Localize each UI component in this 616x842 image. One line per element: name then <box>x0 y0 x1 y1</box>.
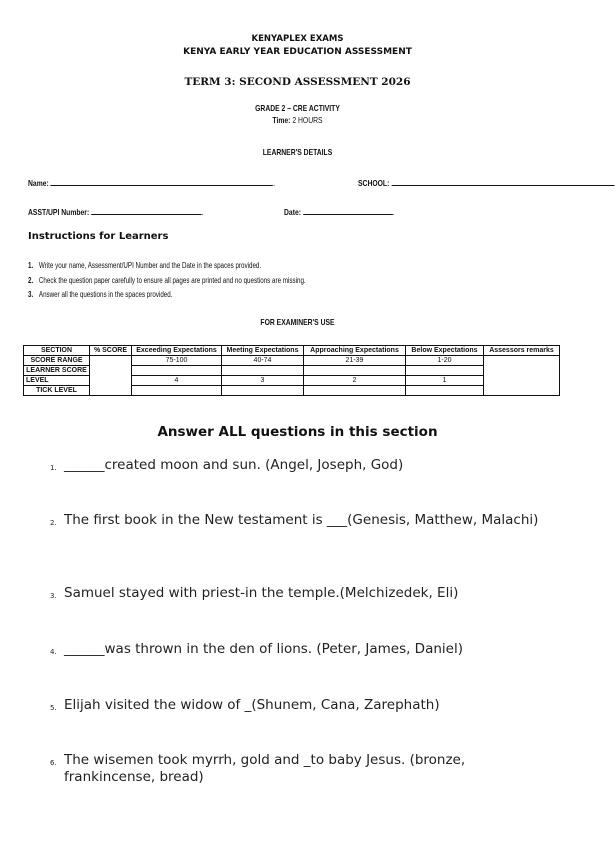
assessors-remarks-cell[interactable] <box>484 356 560 396</box>
table-header-cell: Below Expectations <box>406 346 484 356</box>
table-cell: 21-39 <box>304 356 406 366</box>
table-cell[interactable] <box>406 366 484 376</box>
term-title: TERM 3: SECOND ASSESSMENT 2026 <box>184 76 411 88</box>
date-input-line[interactable] <box>303 205 393 215</box>
upi-label: ASST/UPI Number: <box>28 207 90 217</box>
name-input-line[interactable] <box>51 176 273 186</box>
table-cell: 40-74 <box>222 356 304 366</box>
question-item: 3. Samuel stayed with priest-in the temple.(Melchizedek, Eli) <box>50 585 459 601</box>
learner-details-heading: LEARNER'S DETAILS <box>262 147 333 157</box>
table-cell: 4 <box>132 376 222 386</box>
examiner-score-table <box>23 345 560 396</box>
question-item: 2. The first book in the New testament is ___(Genesis, Matthew, Malachi) <box>50 512 539 528</box>
table-header-cell: Exceeding Expectations <box>132 346 222 356</box>
school-input-line[interactable] <box>391 176 613 186</box>
table-cell: 1-20 <box>406 356 484 366</box>
school-field-row: SCHOOL: . <box>358 178 616 188</box>
table-cell: 3 <box>222 376 304 386</box>
exam-org: KENYAPLEX EXAMS <box>251 34 344 44</box>
table-header-cell: Meeting Expectations <box>222 346 304 356</box>
name-label: Name: <box>28 178 49 188</box>
percent-score-cell[interactable] <box>90 356 132 396</box>
instruction-item: 1. Write your name, Assessment/UPI Number and the Date in the spaces provided. <box>28 261 262 270</box>
table-cell[interactable] <box>406 386 484 396</box>
time-value: 2 HOURS <box>292 115 323 125</box>
row-label: LEARNER SCORE <box>24 366 90 376</box>
section-title: Answer ALL questions in this section <box>157 424 438 440</box>
upi-input-line[interactable] <box>91 205 201 215</box>
time-label: Time: <box>272 115 291 125</box>
row-label: TICK LEVEL <box>24 386 90 396</box>
question-item: 1. ______created moon and sun. (Angel, Joseph, God) <box>50 457 404 473</box>
table-cell[interactable] <box>132 386 222 396</box>
grade-title: GRADE 2 – CRE ACTIVITY <box>255 103 340 113</box>
table-header-cell: Assessors remarks <box>484 346 560 356</box>
date-label: Date: <box>284 207 302 217</box>
table-header-cell: Approaching Expectations <box>304 346 406 356</box>
upi-field-row: ASST/UPI Number: . <box>28 207 204 217</box>
examiner-use-heading: FOR EXAMINER'S USE <box>260 317 335 327</box>
table-cell[interactable] <box>304 366 406 376</box>
table-cell: 2 <box>304 376 406 386</box>
instructions-title: Instructions for Learners <box>28 231 169 242</box>
table-cell[interactable] <box>132 366 222 376</box>
name-field-row: Name: . <box>28 178 275 188</box>
instruction-item: 3. Answer all the questions in the spaces provided. <box>28 290 173 299</box>
date-field-row: Date: . <box>284 207 395 217</box>
time-line <box>60 115 536 125</box>
school-label: SCHOOL: <box>358 178 390 188</box>
table-cell: 1 <box>406 376 484 386</box>
instruction-item: 2. Check the question paper carefully to ensure all pages are printed and no questions are missing. <box>28 276 306 285</box>
question-item: 6. The wisemen took myrrh, gold and _to baby Jesus. (bronze, frankincense, bread) <box>50 752 466 785</box>
table-cell: 75-100 <box>132 356 222 366</box>
table-cell[interactable] <box>304 386 406 396</box>
assessment-title: KENYA EARLY YEAR EDUCATION ASSESSMENT <box>183 47 412 57</box>
question-item: 5. Elijah visited the widow of _(Shunem, Cana, Zarephath) <box>50 697 440 713</box>
table-header-cell: % SCORE <box>90 346 132 356</box>
table-cell[interactable] <box>222 366 304 376</box>
table-header-cell: SECTION <box>24 346 90 356</box>
row-label: LEVEL <box>24 376 90 386</box>
row-label: SCORE RANGE <box>24 356 90 366</box>
table-cell[interactable] <box>222 386 304 396</box>
question-item: 4. ______was thrown in the den of lions. (Peter, James, Daniel) <box>50 641 463 657</box>
table-row <box>24 356 560 366</box>
table-header-row <box>24 346 560 356</box>
